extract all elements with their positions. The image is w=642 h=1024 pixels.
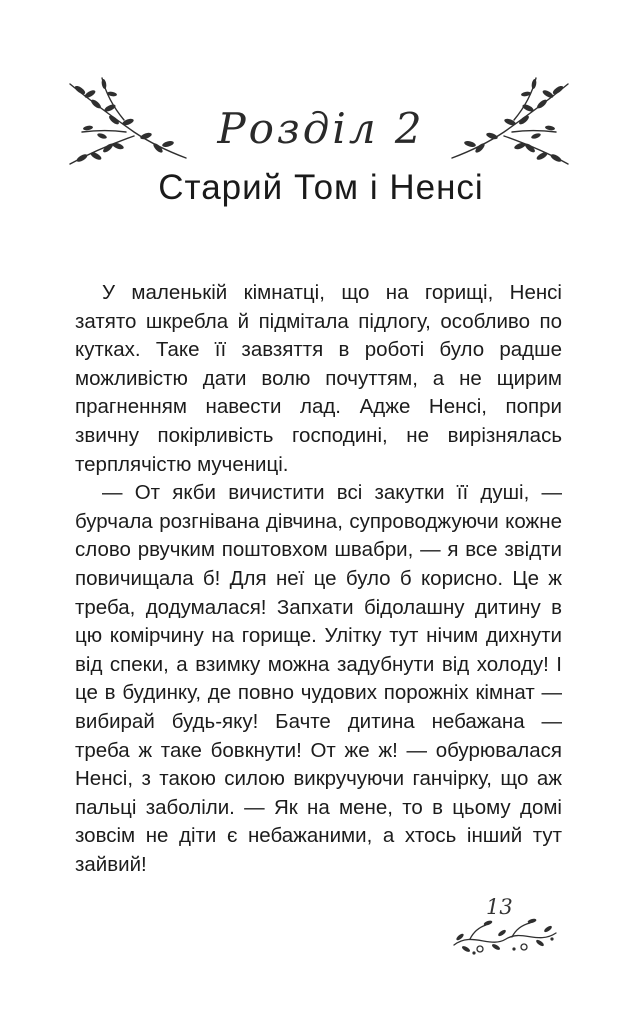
page-number: 13 bbox=[486, 895, 513, 919]
vine-icon bbox=[450, 909, 560, 959]
page-footer bbox=[450, 895, 560, 965]
chapter-number: Розділ 2 bbox=[217, 104, 425, 153]
chapter-title: Старий Том і Ненсі bbox=[158, 168, 484, 207]
paragraph: — От якби вичистити всі закутки її душі, — бурчала розгнівана дівчина, супроводжуючи кожне слово рвучким поштовхом швабри, — я все звідти повичищала б! Для неї це було б корисно. Це ж треба, додумалася! Запхати бідолашну дитину в цю комірчину на горище. Улітку тут нічим дихнути від спеки, а взимку можна задубнути від холоду! І це в будинку, де повно чудових порожніх кімнат — вибирай будь-яку! Бачте дитина небажана — треба ж таке бовкнути! От же ж! — обурювалася Ненсі, з такою силою викручуючи ганчірку, що аж пальці заболіли. — Як на мене, то в цьому домі зовсім не діти є небажаними, а хтось інший тут зайвий! bbox=[75, 481, 562, 876]
chapter-body bbox=[75, 279, 562, 879]
paragraph: У маленькій кімнатці, що на горищі, Ненсі затято шкребла й підмітала підлогу, особливо по кутках. Таке її завзяття в роботі було радше можливістю дати волю почуттям, а не щирим прагненням навести лад. Адже Ненсі, попри звичну покірливість господині, не вирізнялась терплячістю мучениці. bbox=[75, 281, 562, 476]
